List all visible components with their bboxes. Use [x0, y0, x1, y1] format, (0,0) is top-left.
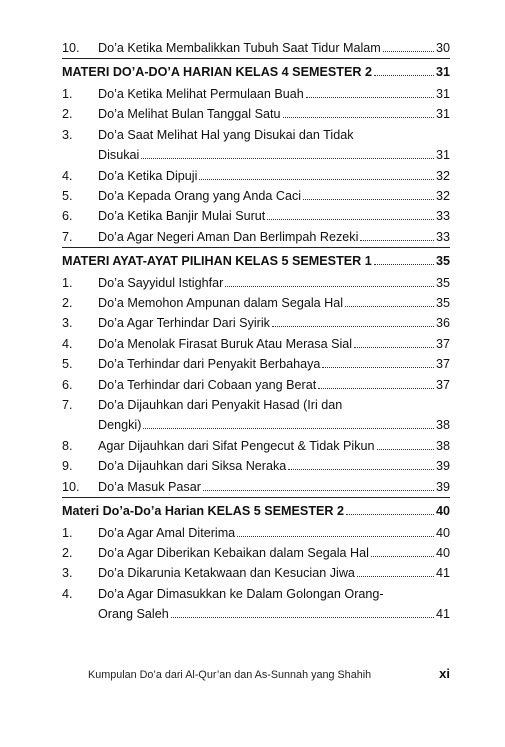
section-title: MATERI AYAT-AYAT PILIHAN KELAS 5 SEMESTER 1 [62, 254, 372, 269]
entry-page-number: 30 [435, 41, 450, 55]
toc-entry [62, 523, 450, 543]
entry-page-number: 39 [435, 459, 450, 474]
entry-number: 9. [62, 459, 73, 474]
entry-page-number: 40 [435, 525, 450, 540]
toc-entry [62, 334, 450, 354]
dot-leader [354, 347, 434, 348]
toc-entry [62, 125, 450, 145]
toc-entry [62, 456, 450, 476]
dot-leader [267, 219, 434, 220]
dot-leader [225, 286, 434, 287]
entry-number: 5. [62, 357, 73, 372]
entry-page-number: 37 [435, 377, 450, 392]
dot-leader [322, 367, 434, 368]
entry-title-continuation: Dengki) [98, 418, 142, 433]
entry-title: Do’a Terhindar dari Cobaan yang Berat [98, 377, 317, 392]
entry-number: 2. [62, 296, 73, 311]
entry-number: 4. [62, 586, 73, 601]
entry-title: Agar Dijauhkan dari Sifat Pengecut & Tidak Pikun [98, 438, 375, 453]
entry-page-number: 41 [435, 607, 450, 622]
toc-entry [62, 543, 450, 563]
toc-entry [62, 293, 450, 313]
entry-page-number: 38 [435, 418, 450, 433]
table-of-contents [62, 38, 450, 625]
dot-leader [303, 199, 434, 200]
footer-page-number: xi [439, 666, 450, 681]
toc-entry-continuation [62, 145, 450, 165]
entry-title: Do’a Masuk Pasar [98, 479, 201, 494]
toc-entry [62, 38, 450, 58]
entry-page-number: 41 [435, 566, 450, 581]
entry-title: Do’a Dijauhkan dari Penyakit Hasad (Iri dan [98, 398, 343, 413]
entry-number: 1. [62, 86, 73, 101]
section-title: MATERI DO’A-DO’A HARIAN KELAS 4 SEMESTER 2 [62, 65, 372, 80]
page-footer [88, 666, 450, 681]
entry-number: 4. [62, 168, 73, 183]
dot-leader [171, 617, 434, 618]
entry-number: 10. [62, 41, 80, 55]
section-page-number: 40 [435, 504, 450, 518]
entry-title: Do’a Sayyidul Istighfar [98, 275, 224, 290]
dot-leader [377, 449, 434, 450]
entry-page-number: 31 [435, 107, 450, 122]
entry-title: Do’a Dijauhkan dari Siksa Neraka [98, 459, 287, 474]
entry-page-number: 32 [435, 188, 450, 203]
entry-page-number: 40 [435, 545, 450, 560]
dot-leader [318, 388, 434, 389]
section-title: Materi Do’a-Do’a Harian KELAS 5 SEMESTER 2 [62, 504, 345, 518]
footer-book-title: Kumpulan Do’a dari Al-Qur’an dan As-Sunnah yang Shahih [88, 669, 372, 681]
entry-number: 3. [62, 566, 73, 581]
toc-entry [62, 84, 450, 104]
entry-title: Do’a Terhindar dari Penyakit Berbahaya [98, 357, 321, 372]
section-page-number: 35 [435, 254, 450, 269]
entry-title: Do’a Melihat Bulan Tanggal Satu [98, 107, 281, 122]
dot-leader [141, 158, 434, 159]
entry-title: Do’a Kepada Orang yang Anda Caci [98, 188, 302, 203]
entry-title: Do’a Menolak Firasat Buruk Atau Merasa Sial [98, 336, 353, 351]
toc-entry [62, 104, 450, 124]
toc-entry [62, 206, 450, 226]
toc-section-heading [62, 247, 450, 273]
entry-title: Do’a Saat Melihat Hal yang Disukai dan Tidak [98, 127, 354, 142]
toc-entry [62, 436, 450, 456]
toc-entry-continuation [62, 604, 450, 624]
toc-entry [62, 354, 450, 374]
toc-section-heading [62, 497, 450, 523]
toc-section-heading [62, 58, 450, 84]
entry-page-number: 37 [435, 336, 450, 351]
entry-title: Do’a Agar Dimasukkan ke Dalam Golongan Orang- [98, 586, 384, 601]
section-page-number: 31 [435, 65, 450, 80]
dot-leader [345, 306, 434, 307]
dot-leader [306, 97, 434, 98]
entry-title: Do’a Ketika Melihat Permulaan Buah [98, 86, 304, 101]
toc-entry [62, 227, 450, 247]
dot-leader [199, 179, 434, 180]
entry-number: 7. [62, 398, 73, 413]
entry-title: Do’a Memohon Ampunan dalam Segala Hal [98, 296, 344, 311]
entry-title: Do’a Agar Negeri Aman Dan Berlimpah Rezeki [98, 229, 359, 244]
entry-title: Do’a Agar Amal Diterima [98, 525, 236, 540]
entry-number: 4. [62, 336, 73, 351]
entry-number: 2. [62, 107, 73, 122]
toc-entry [62, 584, 450, 604]
entry-page-number: 33 [435, 209, 450, 224]
entry-title: Do’a Ketika Banjir Mulai Surut [98, 209, 266, 224]
entry-title-continuation: Orang Saleh [98, 607, 169, 622]
entry-page-number: 36 [435, 316, 450, 331]
entry-page-number: 31 [435, 86, 450, 101]
entry-number: 1. [62, 275, 73, 290]
dot-leader [371, 556, 434, 557]
entry-title: Do’a Ketika Dipuji [98, 168, 198, 183]
dot-leader [203, 490, 434, 491]
entry-title: Do’a Ketika Membalikkan Tubuh Saat Tidur Malam [98, 41, 381, 55]
entry-title: Do’a Dikarunia Ketakwaan dan Kesucian Jiwa [98, 566, 355, 581]
entry-title-continuation: Disukai [98, 148, 140, 163]
entry-page-number: 38 [435, 438, 450, 453]
dot-leader [288, 469, 434, 470]
toc-entry [62, 273, 450, 293]
dot-leader [272, 326, 434, 327]
toc-entry-continuation [62, 415, 450, 435]
toc-entry [62, 166, 450, 186]
entry-number: 6. [62, 209, 73, 224]
dot-leader [374, 264, 434, 265]
dot-leader [374, 75, 434, 76]
dot-leader [357, 576, 434, 577]
entry-number: 5. [62, 188, 73, 203]
entry-page-number: 31 [435, 148, 450, 163]
toc-entry [62, 313, 450, 333]
entry-number: 6. [62, 377, 73, 392]
entry-number: 1. [62, 525, 73, 540]
entry-number: 3. [62, 127, 73, 142]
toc-entry [62, 477, 450, 497]
entry-page-number: 37 [435, 357, 450, 372]
entry-number: 2. [62, 545, 73, 560]
dot-leader [383, 51, 434, 52]
entry-page-number: 32 [435, 168, 450, 183]
toc-entry [62, 375, 450, 395]
entry-page-number: 33 [435, 229, 450, 244]
toc-entry [62, 563, 450, 583]
entry-page-number: 35 [435, 296, 450, 311]
dot-leader [237, 536, 434, 537]
entry-page-number: 35 [435, 275, 450, 290]
entry-number: 3. [62, 316, 73, 331]
dot-leader [283, 117, 434, 118]
entry-page-number: 39 [435, 479, 450, 494]
entry-title: Do’a Agar Diberikan Kebaikan dalam Segala Hal [98, 545, 369, 560]
dot-leader [143, 428, 434, 429]
entry-number: 10. [62, 479, 80, 494]
toc-entry [62, 186, 450, 206]
toc-entry [62, 395, 450, 415]
entry-title: Do’a Agar Terhindar Dari Syirik [98, 316, 270, 331]
dot-leader [360, 240, 434, 241]
entry-number: 7. [62, 229, 73, 244]
entry-number: 8. [62, 438, 73, 453]
dot-leader [346, 514, 434, 515]
